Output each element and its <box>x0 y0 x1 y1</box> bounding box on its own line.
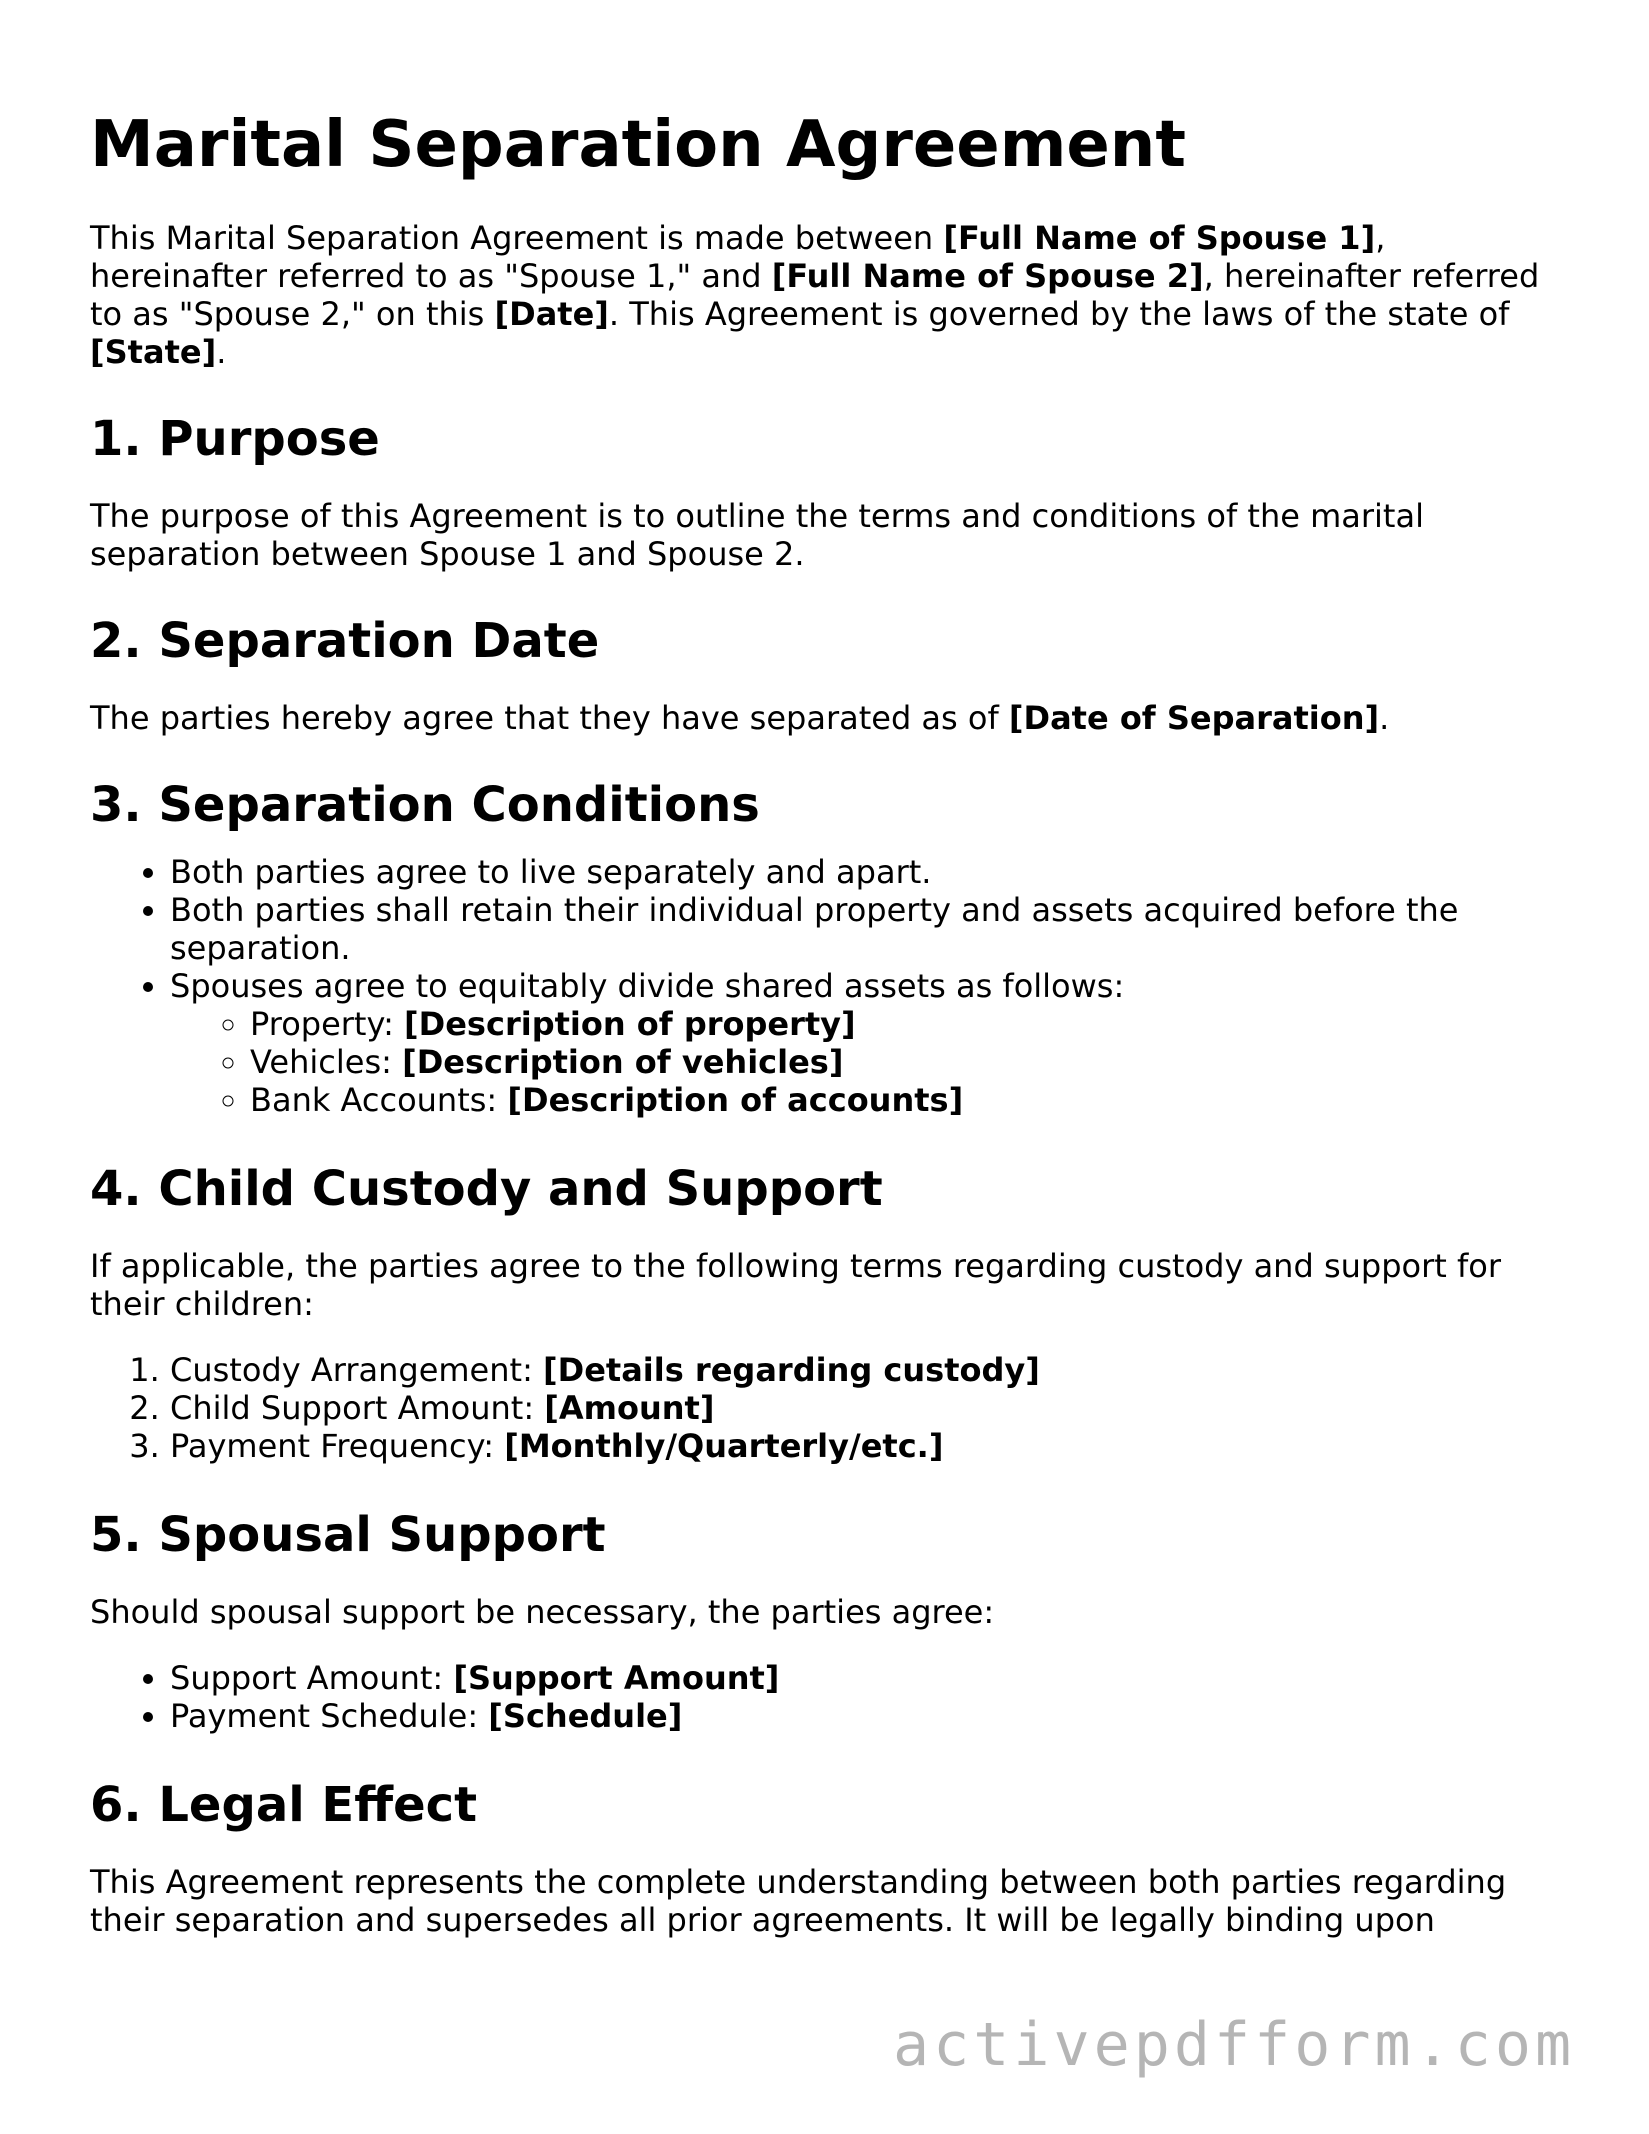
list-item <box>170 1427 1560 1465</box>
section-legal-effect-text: This Agreement represents the complete understanding between both parties regarding their separation and supersedes all prior agreements. It will be legally binding upon <box>90 1863 1507 1939</box>
spouse2-placeholder: [Full Name of Spouse 2] <box>771 257 1204 295</box>
separation-conditions-list <box>90 853 1560 1119</box>
asset-label: Vehicles: <box>250 1043 403 1081</box>
list-item: • Both parties agree to live separately and apart. <box>170 853 1560 891</box>
list-item <box>170 1697 1560 1735</box>
date-of-separation-placeholder: [Date of Separation] <box>1008 699 1380 737</box>
custody-label: Child Support Amount: <box>170 1389 545 1427</box>
spouse1-placeholder: [Full Name of Spouse 1] <box>943 219 1376 257</box>
section-separation-date-heading: 2. Separation Date <box>90 613 600 669</box>
section-separation-date-text <box>90 699 1560 737</box>
document-title: Marital Separation Agreement <box>90 108 1186 182</box>
intro-text-4: . This Agreement is governed by the laws of the state of <box>608 295 1510 333</box>
section-separation-conditions-heading: 3. Separation Conditions <box>90 777 760 833</box>
separation-date-sentence: The parties hereby agree that they have separated as of <box>90 699 1009 737</box>
custody-label: Payment Frequency: <box>170 1427 505 1465</box>
intro-text-1: This Marital Separation Agreement is made between <box>90 219 944 257</box>
list-item: • Both parties shall retain their individual property and assets acquired before the separation. <box>170 891 1560 967</box>
section-spousal-support-heading: 5. Spousal Support <box>90 1507 606 1563</box>
intro-text-5: . <box>216 333 227 371</box>
custody-placeholder: [Details regarding custody] <box>543 1351 1040 1389</box>
state-placeholder: [State] <box>90 333 217 371</box>
spousal-support-list <box>90 1659 1560 1735</box>
intro-text-2: , hereinafter referred to as "Spouse 1," and <box>90 219 1386 295</box>
support-label: Support Amount: <box>170 1659 454 1697</box>
asset-placeholder: [Description of vehicles] <box>402 1043 844 1081</box>
support-placeholder: [Schedule] <box>488 1697 683 1735</box>
list-item <box>250 1081 1560 1119</box>
custody-placeholder: [Amount] <box>544 1389 715 1427</box>
section-child-custody-text: If applicable, the parties agree to the following terms regarding custody and support for their children: <box>90 1247 1501 1323</box>
date-placeholder: [Date] <box>494 295 609 333</box>
support-label: Payment Schedule: <box>170 1697 489 1735</box>
section-purpose-text: The purpose of this Agreement is to outline the terms and conditions of the marital separation between Spouse 1 and Spouse 2. <box>90 497 1424 573</box>
shared-assets-list <box>170 1005 1560 1119</box>
section-purpose-heading: 1. Purpose <box>90 411 380 467</box>
custody-label: Custody Arrangement: <box>170 1351 544 1389</box>
list-item <box>170 1659 1560 1697</box>
list-item <box>250 1005 1560 1043</box>
support-placeholder: [Support Amount] <box>453 1659 780 1697</box>
document-page <box>90 105 1560 1977</box>
intro-text-3: , hereinafter referred to as "Spouse 2," on this <box>90 257 1540 333</box>
list-item <box>170 1389 1560 1427</box>
custody-placeholder: [Monthly/Quarterly/etc.] <box>504 1427 944 1465</box>
section-child-custody-heading: 4. Child Custody and Support <box>90 1161 883 1217</box>
watermark: activepdfform.com <box>893 2010 1576 2080</box>
section-legal-effect-heading: 6. Legal Effect <box>90 1777 478 1833</box>
asset-label: Property: <box>250 1005 405 1043</box>
asset-label: Bank Accounts: <box>250 1081 508 1119</box>
asset-placeholder: [Description of property] <box>404 1005 856 1043</box>
child-custody-list <box>90 1351 1560 1465</box>
intro-paragraph <box>90 219 1560 371</box>
list-item <box>250 1043 1560 1081</box>
list-item <box>170 1351 1560 1389</box>
list-item <box>170 967 1560 1119</box>
section-spousal-support-text: Should spousal support be necessary, the parties agree: <box>90 1593 995 1631</box>
separation-date-end: . <box>1379 699 1390 737</box>
shared-assets-text: Spouses agree to equitably divide shared assets as follows: <box>170 967 1125 1005</box>
asset-placeholder: [Description of accounts] <box>507 1081 964 1119</box>
